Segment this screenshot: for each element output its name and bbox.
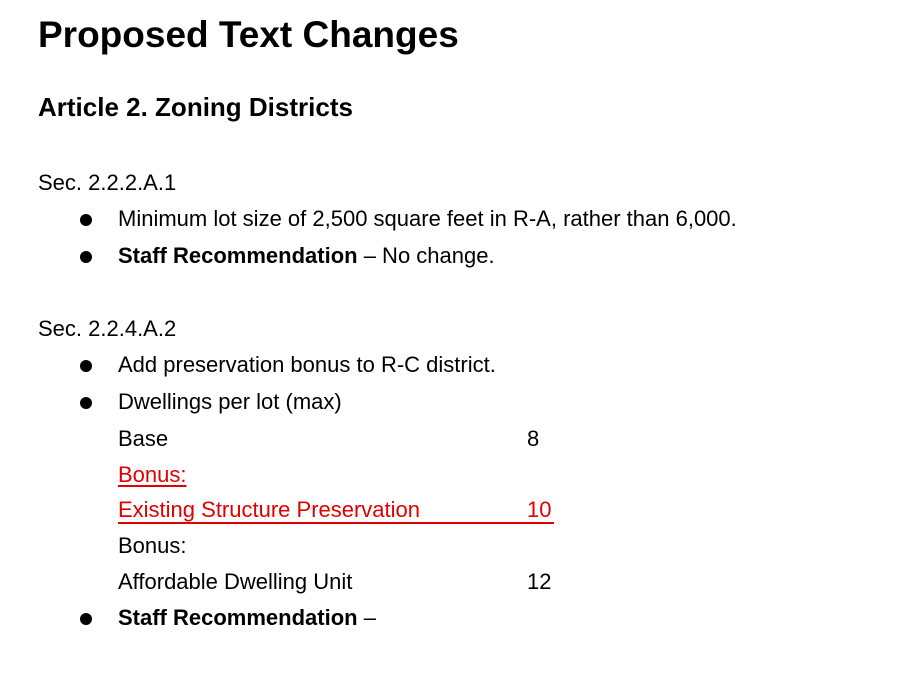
staff-recommendation-label: Staff Recommendation <box>118 605 358 630</box>
page-title: Proposed Text Changes <box>38 14 459 55</box>
bullet-icon <box>80 397 92 409</box>
section-heading-2-2-2: Sec. 2.2.2.A.1 <box>38 170 177 195</box>
row-existing-structure-label: Existing Structure Preservation <box>118 497 421 522</box>
list-item-dwellings-per-lot: Dwellings per lot (max) <box>118 389 342 414</box>
row-bonus-label: Bonus: <box>118 533 187 558</box>
row-base-label: Base <box>118 426 169 451</box>
staff-recommendation-label: Staff Recommendation <box>118 243 358 268</box>
list-item-min-lot-size: Minimum lot size of 2,500 square feet in R-A, rather than 6,000. <box>118 206 737 231</box>
bullet-icon <box>80 613 92 625</box>
row-bonus-label-inserted: Bonus: <box>118 462 187 487</box>
list-item-staff-recommendation-2 <box>118 605 376 631</box>
row-affordable-dwelling-value: 12 <box>527 569 552 594</box>
bullet-icon <box>80 360 92 372</box>
row-affordable-dwelling-label: Affordable Dwelling Unit <box>118 569 353 594</box>
staff-recommendation-text: – No change. <box>357 243 495 268</box>
row-base-value: 8 <box>527 426 540 451</box>
row-existing-structure-value: 10 <box>527 497 552 522</box>
insertion-underline <box>118 522 554 524</box>
list-item-staff-recommendation-1 <box>118 243 495 269</box>
staff-recommendation-text: – <box>357 605 376 630</box>
list-item-preservation-bonus: Add preservation bonus to R-C district. <box>118 352 496 377</box>
bullet-icon <box>80 251 92 263</box>
section-heading-2-2-4: Sec. 2.2.4.A.2 <box>38 316 177 341</box>
article-heading: Article 2. Zoning Districts <box>38 92 353 122</box>
bullet-icon <box>80 214 92 226</box>
row-existing-structure-preservation <box>118 497 554 524</box>
